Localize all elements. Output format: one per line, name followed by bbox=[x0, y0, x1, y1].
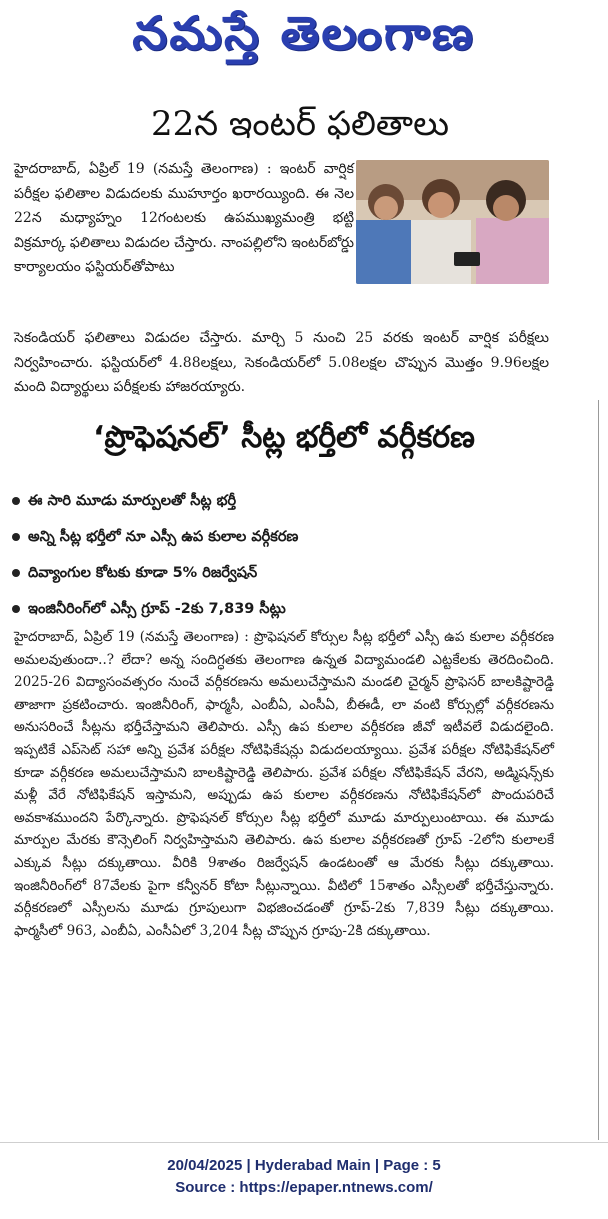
footer-source-line: Source : https://epaper.ntnews.com/ bbox=[175, 1179, 433, 1196]
article2-headline: ‘ప్రొఫెషనల్’ సీట్ల భర్తీలో వర్గీకరణ bbox=[93, 420, 475, 455]
students-photo-illustration bbox=[356, 160, 549, 284]
bullet-item bbox=[12, 522, 552, 558]
bullet-text: అన్ని సీట్ల భర్తీలో నూ ఎస్సీ ఉప కులాల వర్గీకరణ bbox=[28, 529, 299, 545]
bullet-icon bbox=[12, 497, 20, 505]
bullet-item bbox=[12, 594, 552, 630]
article1-body-bottom: సెకండియర్ ఫలితాలు విడుదల చేస్తారు. మార్చి 5 నుంచి 25 వరకు ఇంటర్ వార్షిక పరీక్షలు నిర్వహించారు. ఫస్టియర్‌లో 4.88లక్షలు, సెకండియర్‌లో 5.08లక్షల చొప్పున మొత్తం 9.96లక్షల మంది విద్యార్థులు పరీక్షలకు హాజరయ్యారు. bbox=[14, 330, 549, 395]
bullet-text: దివ్యాంగుల కోటకు కూడా 5% రిజర్వేషన్ bbox=[28, 565, 258, 581]
article2-bullets bbox=[12, 486, 552, 630]
masthead-title: నమస్తే తెలంగాణ bbox=[132, 6, 476, 60]
bullet-icon bbox=[12, 569, 20, 577]
article1-headline: 22న ఇంటర్ ఫలితాలు bbox=[151, 104, 449, 144]
article2-body: హైదరాబాద్, ఏప్రిల్ 19 (నమస్తే తెలంగాణ) : ప్రొఫెషనల్ కోర్సుల సీట్ల భర్తీలో ఎస్సీ ఉప కులాల వర్గీకరణ అమలవుతుందా..? లేదా? అన్న సందిగ్ధతకు తెలంగాణ ఉన్నత విద్యామండలి ఎట్టకేలకు తెరదించింది. 2025-26 విద్యాసంవత్సరం నుంచే వర్గీకరణను అమలుచేస్తామని మండలి చైర్మన్ ప్రొఫెసర్ బాలకిష్టారెడ్డి తాజాగా ప్రకటించారు. ఇంజినీరింగ్, ఫార్మసీ, ఎంబీఏ, ఎంసీఏ, బీఈడీ, లా వంటి కోర్సుల్లో వర్గీకరణను అనుసరించే సీట్లను భర్తీచేస్తామని తెలిపారు. ఎస్సీ ఉప కులాల వర్గీకరణ జీవో ఇటీవలే విడుదలైంది. ఇప్పటికే ఎప్‌సెట్ సహా అన్ని ప్రవేశ పరీక్షల నోటిఫికేషన్లు విడుదలయ్యాయి. ప్రవేశ పరీక్షల నోటిఫికేషన్‌లో కూడా వర్గీకరణ అమలుచేస్తామని బాలకిష్టారెడ్డి తెలిపారు. ప్రవేశ పరీక్షల నోటిఫికేషన్ వేరని, అడ్మిషన్స్‌కు మళ్లీ వేరే నోటిఫికేషన్ ఇస్తామని, అప్పుడు ఉప కులాల వర్గీకరణను నోటిఫికేషన్‌లో పొందుపరిచే అవకాశముందని పేర్కొన్నారు. ప్రొఫెషనల్ కోర్సుల సీట్ల భర్తీలో మూడు మార్పులుంటాయి. ఈ మూడు మార్పుల మేరకు కౌన్సెలింగ్ నిర్వహిస్తామని తెలిపారు. ఉప కులాల వర్గీకరణతో గ్రూప్ -2లోని కులాలకే ఎక్కువ సీట్లు దక్కుతాయి. వీరికి 9శాతం రిజర్వేషన్ ఉండటంతో ఆ మేరకు సీట్లు దక్కుతాయి. ఇంజినీరింగ్‌లో 87వేలకు పైగా కన్వీనర్ కోటా సీట్లున్నాయి. వీటిలో 15శాతం ఎస్సీలతో భర్తీచేస్తున్నారు. వర్గీకరణలో ఎస్సీలను మూడు గ్రూపులుగా విభజించడంతో గ్రూప్-2కు 7,839 సీట్లు దక్కుతాయి. ఫార్మసీలో 963, ఎంబీఏ, ఎంసీఏలో 3,204 సీట్ల చొప్పున గ్రూపు-2కి దక్కుతాయి. bbox=[14, 629, 554, 939]
students-photo bbox=[356, 160, 549, 284]
bullet-item bbox=[12, 486, 552, 522]
bullet-icon bbox=[12, 605, 20, 613]
masthead bbox=[0, 0, 608, 78]
bullet-text: ఈ సారి మూడు మార్పులతో సీట్ల భర్తీ bbox=[28, 493, 237, 509]
bullet-text: ఇంజినీరింగ్‌లో ఎస్సీ గ్రూప్ -2కు 7,839 సీట్లు bbox=[28, 601, 286, 617]
adjacent-column-edge bbox=[590, 0, 608, 1140]
bullet-icon bbox=[12, 533, 20, 541]
footer-divider bbox=[0, 1142, 608, 1143]
footer-date-line: 20/04/2025 | Hyderabad Main | Page : 5 bbox=[167, 1157, 441, 1174]
column-rule bbox=[598, 400, 599, 1140]
article1-body-top: హైదరాబాద్, ఏప్రిల్ 19 (నమస్తే తెలంగాణ) : ఇంటర్ వార్షిక పరీక్షల ఫలితాల విడుదలకు ముహూర్తం ఖరారయ్యింది. ఈ నెల 22న మధ్యాహ్నం 12గంటలకు ఉపముఖ్యమంత్రి భట్టి విక్రమార్క ఫలితాలు విడుదల చేస్తారు. నాంపల్లిలోని ఇంటర్‌బోర్డు కార్యాలయం ఫస్టియర్‌తోపాటు bbox=[14, 161, 354, 275]
footer bbox=[0, 1155, 608, 1199]
bullet-item bbox=[12, 558, 552, 594]
